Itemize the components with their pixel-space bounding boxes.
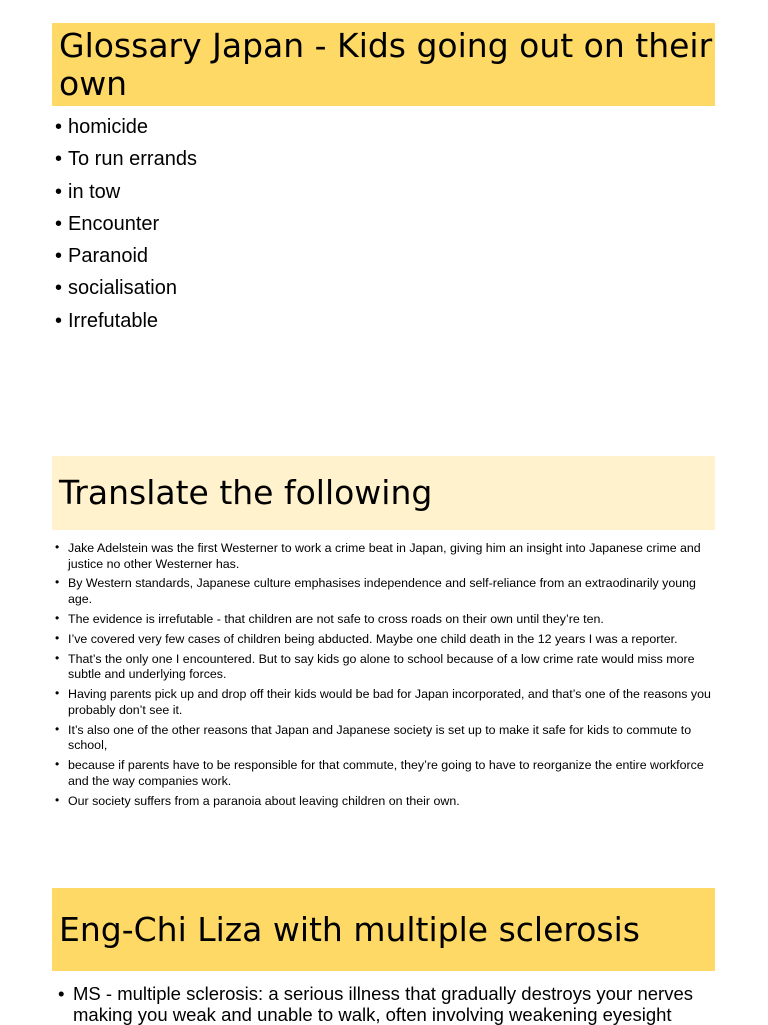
bullet-icon: •	[55, 180, 63, 203]
bullet-icon: •	[55, 721, 60, 736]
list-item: • It’s also one of the other reasons that Japan and Japanese society is set up to make it safe for kids to commute to school,	[55, 721, 692, 753]
bullet-icon: •	[55, 540, 60, 554]
bullet-icon: •	[58, 983, 65, 1004]
bullet-icon: •	[55, 148, 63, 171]
definition-list	[58, 983, 718, 1025]
glossary-list	[55, 114, 715, 340]
list-item: • Irrefutable	[55, 309, 159, 332]
list-item: • because if parents have to be responsible for that commute, they’re going to have to reorganize the entire workforce and the way companies work.	[55, 757, 704, 788]
list-item: • socialisation	[55, 277, 177, 300]
bullet-icon: •	[55, 116, 63, 138]
bullet-icon: •	[55, 630, 60, 645]
bullet-icon: •	[55, 575, 60, 590]
list-item: • Our society suffers from a paranoia about leaving children on their own.	[55, 792, 460, 808]
bullet-icon: •	[55, 212, 63, 235]
slide1-title: Glossary Japan - Kids going out on their own	[52, 23, 715, 106]
translate-list	[55, 541, 715, 814]
bullet-icon: •	[55, 309, 63, 332]
list-item: • Jake Adelstein was the first Westerner to work a crime beat in Japan, giving him an insight into Japanese crime and justice no other Westerner has.	[55, 540, 701, 571]
bullet-icon: •	[55, 650, 60, 665]
list-item: • The evidence is irrefutable - that children are not safe to cross roads on their own until they’re ten.	[55, 610, 604, 626]
bullet-icon: •	[55, 792, 60, 807]
slide2-title: Translate the following	[52, 456, 715, 530]
list-item: • Having parents pick up and drop off their kids would be bad for Japan incorporated, and that’s one of the reasons you probably don’t see it.	[55, 686, 711, 717]
list-item: • MS - multiple sclerosis: a serious illness that gradually destroys your nerves making you weak and unable to walk, often involving weakening eyesight	[58, 983, 693, 1025]
bullet-icon: •	[55, 277, 63, 300]
bullet-icon: •	[55, 757, 60, 772]
bullet-icon: •	[55, 686, 60, 701]
list-item: • To run errands	[55, 148, 197, 171]
bullet-icon: •	[55, 245, 63, 268]
list-item: • By Western standards, Japanese culture emphasises independence and self-reliance from an extraodinarily young age.	[55, 575, 696, 607]
list-item: • in tow	[55, 180, 121, 203]
list-item: • That’s the only one I encountered. But to say kids go alone to school because of a low crime rate would miss more subtle and underlying forces.	[55, 650, 695, 682]
list-item: • Paranoid	[55, 245, 149, 268]
bullet-icon: •	[55, 610, 60, 625]
list-item: • homicide	[55, 116, 149, 138]
list-item: • Encounter	[55, 212, 160, 235]
slide3-title: Eng-Chi Liza with multiple sclerosis	[52, 888, 715, 971]
list-item: • I’ve covered very few cases of children being abducted. Maybe one child death in the 12 years I was a reporter.	[55, 630, 678, 646]
